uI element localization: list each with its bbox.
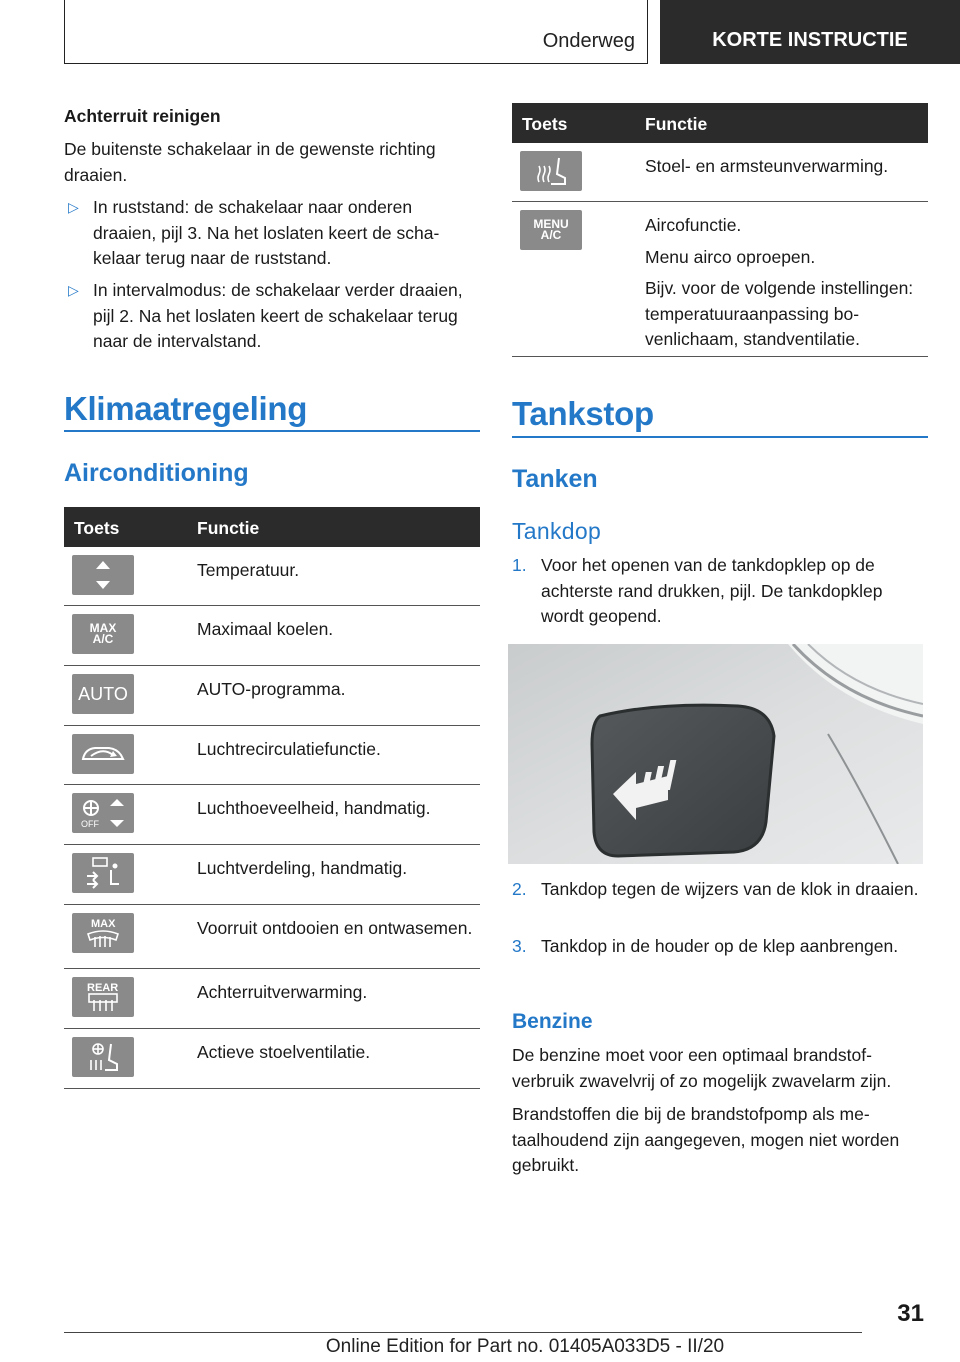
table-row: Stoel- en armsteunverwarming. [512, 143, 928, 202]
table-row: MAX A/C Maximaal koelen. [64, 606, 480, 666]
table-row: Luchtverdeling, handmatig. [64, 845, 480, 905]
auto-icon: AUTO [72, 674, 134, 714]
page-number: 31 [897, 1300, 924, 1327]
menu-ac-icon: MENU A/C [520, 210, 582, 250]
heading-tanken: Tanken [512, 465, 598, 493]
fan-speed-icon [72, 793, 134, 833]
air-distribution-icon [72, 853, 134, 893]
table-row: Actieve stoelventilatie. [64, 1029, 480, 1089]
heading-rule [512, 436, 928, 438]
heading-klimaatregeling: Klimaatregeling [64, 390, 308, 427]
benzine-para: Brandstoffen die bij de brandstofpomp als metaalhoudend zijn aangegeven, mogen niet worden gebruikt. [512, 1104, 900, 1175]
bullet-triangle-icon: ▷ [68, 282, 79, 298]
table-row [512, 202, 928, 357]
heading-rule [64, 430, 480, 432]
table-row: Temperatuur. [64, 547, 480, 606]
benzine-para: De benzine moet voor een optimaal brandstofverbruik zwavelvrij of zo mogelijk zwavelarm zijn. [512, 1045, 892, 1091]
rear-wiper-title: Achterruit reinigen [64, 106, 221, 126]
recirculation-icon [72, 734, 134, 774]
table-row: OFF Luchthoeveelheid, handmatig. [64, 785, 480, 845]
bullet-triangle-icon: ▷ [68, 199, 79, 215]
step-item: 3. Tankdop in de houder op de klep aanbrengen. [512, 936, 899, 956]
step-item: 2. Tankdop tegen de wijzers van de klok in draaien. [512, 879, 919, 899]
function-line: Bijv. voor de volgende instellingen: temperatuuraanpassing bovenlichaam, standventilatie. [645, 278, 914, 349]
seat-ventilation-icon [72, 1037, 134, 1077]
heading-airconditioning: Airconditioning [64, 459, 249, 487]
bullet-item: ▷ In ruststand: de schakelaar naar onderen draaien, pijl 3. Na het loslaten keert de schakelaar terug naar de ruststand. [68, 197, 440, 268]
svg-text:MAX: MAX [91, 918, 116, 930]
max-ac-icon: MAX A/C [72, 614, 134, 654]
rear-wiper-intro: De buitenste schakelaar in de gewenste richting draaien. [64, 139, 436, 185]
footer-rule [64, 1332, 862, 1333]
footer-edition: Online Edition for Part no. 01405A033D5 - II/20 [325, 1336, 725, 1357]
temperature-arrows-icon [72, 555, 134, 595]
max-defrost-icon [72, 913, 134, 953]
comfort-controls-table [512, 103, 928, 357]
section-title: Onderweg [542, 30, 635, 52]
chapter-title: KORTE INSTRUCTIE [712, 29, 908, 51]
chapter-tab [660, 0, 960, 64]
table-row: AUTO AUTO-programma. [64, 666, 480, 726]
bullet-item: ▷ In intervalmodus: de schakelaar verder draaien, pijl 2. Na het loslaten keert de schakelaar terug naar de intervalstand. [68, 280, 463, 351]
rear-defrost-icon [72, 977, 134, 1017]
table-header: Toets Functie [64, 507, 480, 547]
svg-text:OFF: OFF [81, 819, 99, 829]
table-row: MAX Voorruit ontdooien en ontwasemen. [64, 905, 480, 969]
heading-benzine: Benzine [512, 1010, 593, 1033]
heading-tankdop: Tankdop [512, 518, 602, 544]
fuel-flap-image [508, 644, 923, 864]
function-line: Menu airco oproepen. [645, 246, 816, 267]
climate-controls-table [64, 507, 480, 1089]
table-header: Toets Functie [512, 103, 928, 143]
header-section-tab [64, 0, 648, 64]
svg-text:REAR: REAR [87, 982, 119, 994]
seat-heating-icon [520, 151, 582, 191]
table-row: REAR Achterruitverwarming. [64, 969, 480, 1029]
step-item: 1. Voor het openen van de tankdopklep op de achterste rand drukken, pijl. De tankdopklep wordt geopend. [512, 555, 883, 626]
heading-tankstop: Tankstop [512, 395, 654, 432]
function-line: Aircofunctie. [645, 215, 742, 235]
table-row: Luchtrecirculatiefunctie. [64, 726, 480, 785]
